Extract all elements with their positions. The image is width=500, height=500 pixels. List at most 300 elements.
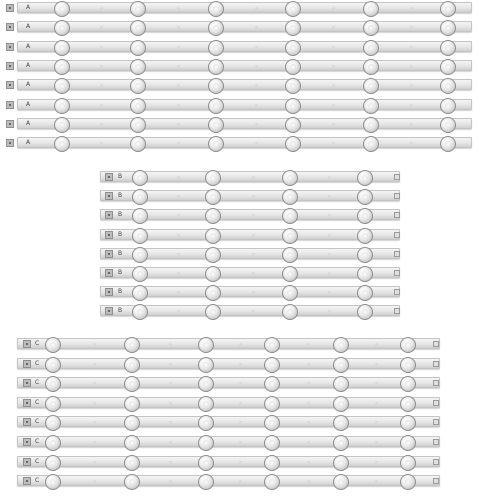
led-lens (54, 136, 70, 152)
mounting-hole (375, 421, 378, 424)
mounting-hole (177, 253, 180, 256)
mounting-hole (255, 123, 258, 126)
mounting-hole (328, 272, 331, 275)
strip-type-mark: B (118, 307, 123, 314)
mounting-hole (177, 123, 180, 126)
led-lens (357, 228, 373, 244)
led-strip (17, 397, 440, 408)
mounting-hole (252, 176, 255, 179)
mounting-hole (169, 402, 172, 405)
strip-type-mark: C (35, 438, 40, 445)
led-lens (357, 189, 373, 205)
led-strip (17, 436, 440, 447)
mounting-hole (255, 7, 258, 10)
end-tab (394, 193, 400, 199)
led-lens (132, 247, 148, 263)
mounting-hole (307, 480, 310, 483)
led-lens (130, 40, 146, 56)
led-lens (45, 337, 61, 353)
led-lens (132, 285, 148, 301)
mounting-hole (239, 421, 242, 424)
led-lens (285, 59, 301, 75)
led-lens (45, 376, 61, 392)
connector (105, 288, 113, 296)
mounting-hole (410, 7, 413, 10)
led-lens (264, 474, 280, 490)
led-lens (45, 435, 61, 451)
led-lens (333, 337, 349, 353)
strip-type-mark: C (35, 458, 40, 465)
led-lens (363, 40, 379, 56)
mounting-hole (332, 84, 335, 87)
mounting-hole (332, 142, 335, 145)
mounting-hole (328, 195, 331, 198)
led-lens (130, 59, 146, 75)
led-lens (400, 337, 416, 353)
mounting-hole (252, 291, 255, 294)
strip-type-mark: B (118, 250, 123, 257)
led-lens (440, 98, 456, 114)
connector (105, 269, 113, 277)
led-lens (208, 59, 224, 75)
end-tab (394, 212, 400, 218)
led-lens (264, 376, 280, 392)
strip-type-mark: B (118, 211, 123, 218)
end-tab (394, 270, 400, 276)
mounting-hole (93, 441, 96, 444)
led-lens (357, 285, 373, 301)
led-lens (205, 285, 221, 301)
mounting-hole (375, 461, 378, 464)
led-strip (17, 475, 440, 486)
strip-type-mark: B (118, 288, 123, 295)
connector (105, 192, 113, 200)
led-lens (208, 78, 224, 94)
led-lens (285, 78, 301, 94)
led-lens (198, 376, 214, 392)
mounting-hole (93, 480, 96, 483)
mounting-hole (169, 363, 172, 366)
strip-type-mark: C (35, 399, 40, 406)
mounting-hole (410, 104, 413, 107)
led-lens (124, 396, 140, 412)
led-lens (357, 304, 373, 320)
mounting-hole (255, 65, 258, 68)
mounting-hole (177, 65, 180, 68)
led-lens (333, 455, 349, 471)
led-strip (17, 79, 472, 90)
led-lens (282, 189, 298, 205)
mounting-hole (332, 65, 335, 68)
led-lens (400, 435, 416, 451)
mounting-hole (252, 253, 255, 256)
led-lens (198, 396, 214, 412)
led-lens (54, 20, 70, 36)
mounting-hole (255, 142, 258, 145)
end-tab (433, 400, 439, 406)
led-lens (205, 247, 221, 263)
led-lens (198, 357, 214, 373)
mounting-hole (410, 26, 413, 29)
mounting-hole (177, 195, 180, 198)
strip-type-mark: B (118, 192, 123, 199)
mounting-hole (239, 480, 242, 483)
strip-type-mark: C (35, 360, 40, 367)
led-lens (198, 455, 214, 471)
mounting-hole (177, 142, 180, 145)
led-strip (100, 286, 400, 297)
mounting-hole (239, 402, 242, 405)
mounting-hole (177, 26, 180, 29)
led-lens (282, 304, 298, 320)
end-tab (433, 380, 439, 386)
led-lens (54, 78, 70, 94)
connector (6, 62, 14, 70)
led-lens (357, 170, 373, 186)
led-lens (130, 117, 146, 133)
led-lens (130, 1, 146, 17)
mounting-hole (375, 343, 378, 346)
led-lens (198, 337, 214, 353)
led-lens (440, 20, 456, 36)
end-tab (394, 174, 400, 180)
strip-type-mark: A (26, 139, 31, 146)
mounting-hole (410, 65, 413, 68)
strip-type-mark: A (26, 81, 31, 88)
strip-type-mark: B (118, 231, 123, 238)
mounting-hole (252, 214, 255, 217)
led-lens (208, 98, 224, 114)
led-strip (17, 456, 440, 467)
led-lens (45, 455, 61, 471)
led-lens (45, 415, 61, 431)
mounting-hole (100, 142, 103, 145)
mounting-hole (177, 104, 180, 107)
end-tab (433, 439, 439, 445)
connector (6, 101, 14, 109)
mounting-hole (169, 461, 172, 464)
led-lens (208, 40, 224, 56)
connector (6, 23, 14, 31)
mounting-hole (100, 104, 103, 107)
led-strip (17, 118, 472, 129)
led-lens (264, 415, 280, 431)
led-lens (363, 117, 379, 133)
strip-type-mark: A (26, 4, 31, 11)
led-lens (132, 228, 148, 244)
mounting-hole (239, 343, 242, 346)
led-strip (17, 358, 440, 369)
led-lens (264, 396, 280, 412)
mounting-hole (255, 46, 258, 49)
led-lens (198, 435, 214, 451)
mounting-hole (307, 461, 310, 464)
led-lens (132, 189, 148, 205)
led-lens (130, 98, 146, 114)
led-lens (363, 59, 379, 75)
mounting-hole (93, 402, 96, 405)
connector (6, 139, 14, 147)
led-lens (333, 435, 349, 451)
mounting-hole (93, 363, 96, 366)
led-lens (132, 208, 148, 224)
mounting-hole (307, 421, 310, 424)
led-lens (124, 357, 140, 373)
led-lens (333, 376, 349, 392)
strip-type-mark: A (26, 62, 31, 69)
end-tab (433, 478, 439, 484)
led-lens (282, 266, 298, 282)
led-lens (208, 20, 224, 36)
connector (23, 418, 31, 426)
mounting-hole (93, 421, 96, 424)
mounting-hole (375, 480, 378, 483)
mounting-hole (169, 480, 172, 483)
mounting-hole (375, 441, 378, 444)
mounting-hole (169, 343, 172, 346)
mounting-hole (307, 402, 310, 405)
connector (105, 211, 113, 219)
led-lens (130, 136, 146, 152)
connector (6, 120, 14, 128)
led-strip (100, 171, 400, 182)
strip-type-mark: C (35, 477, 40, 484)
mounting-hole (307, 441, 310, 444)
connector (6, 4, 14, 12)
connector (23, 477, 31, 485)
led-lens (198, 474, 214, 490)
mounting-hole (177, 310, 180, 313)
end-tab (394, 289, 400, 295)
led-lens (363, 98, 379, 114)
mounting-hole (410, 84, 413, 87)
led-strip (100, 209, 400, 220)
led-lens (54, 1, 70, 17)
led-lens (333, 415, 349, 431)
led-lens (208, 117, 224, 133)
mounting-hole (252, 234, 255, 237)
led-lens (264, 337, 280, 353)
led-strip (17, 60, 472, 71)
led-lens (54, 98, 70, 114)
led-strip (17, 21, 472, 32)
mounting-hole (328, 253, 331, 256)
led-lens (264, 357, 280, 373)
led-lens (132, 266, 148, 282)
led-lens (440, 1, 456, 17)
mounting-hole (239, 461, 242, 464)
led-lens (400, 474, 416, 490)
connector (23, 458, 31, 466)
led-lens (205, 266, 221, 282)
led-lens (285, 117, 301, 133)
led-lens (357, 247, 373, 263)
led-lens (333, 357, 349, 373)
mounting-hole (328, 234, 331, 237)
led-lens (45, 357, 61, 373)
mounting-hole (332, 123, 335, 126)
mounting-hole (100, 84, 103, 87)
strip-type-mark: C (35, 418, 40, 425)
led-lens (282, 285, 298, 301)
strip-type-mark: B (118, 173, 123, 180)
led-strip (17, 41, 472, 52)
mounting-hole (307, 343, 310, 346)
led-lens (440, 78, 456, 94)
strip-type-mark: A (26, 43, 31, 50)
led-strip (100, 248, 400, 259)
led-lens (357, 266, 373, 282)
mounting-hole (332, 104, 335, 107)
connector (23, 438, 31, 446)
connector (23, 379, 31, 387)
end-tab (394, 251, 400, 257)
led-strip (100, 267, 400, 278)
led-lens (285, 40, 301, 56)
mounting-hole (328, 176, 331, 179)
mounting-hole (169, 382, 172, 385)
connector (105, 231, 113, 239)
led-lens (282, 170, 298, 186)
mounting-hole (100, 46, 103, 49)
led-lens (124, 376, 140, 392)
led-strip (100, 305, 400, 316)
strip-type-mark: A (26, 120, 31, 127)
led-lens (124, 415, 140, 431)
led-lens (54, 117, 70, 133)
mounting-hole (239, 363, 242, 366)
mounting-hole (255, 104, 258, 107)
led-lens (130, 20, 146, 36)
mounting-hole (100, 65, 103, 68)
mounting-hole (100, 123, 103, 126)
end-tab (433, 419, 439, 425)
mounting-hole (307, 382, 310, 385)
mounting-hole (328, 291, 331, 294)
led-lens (54, 59, 70, 75)
led-lens (205, 189, 221, 205)
mounting-hole (177, 272, 180, 275)
led-lens (198, 415, 214, 431)
led-strip (17, 416, 440, 427)
led-lens (285, 20, 301, 36)
mounting-hole (169, 421, 172, 424)
mounting-hole (332, 26, 335, 29)
led-lens (333, 474, 349, 490)
end-tab (433, 361, 439, 367)
led-lens (205, 208, 221, 224)
mounting-hole (375, 363, 378, 366)
strip-type-mark: C (35, 379, 40, 386)
led-lens (400, 396, 416, 412)
led-lens (285, 98, 301, 114)
mounting-hole (252, 310, 255, 313)
mounting-hole (332, 46, 335, 49)
led-strip (17, 377, 440, 388)
led-lens (333, 396, 349, 412)
end-tab (394, 232, 400, 238)
end-tab (433, 341, 439, 347)
led-strip (100, 190, 400, 201)
led-lens (363, 1, 379, 17)
mounting-hole (239, 441, 242, 444)
led-lens (205, 228, 221, 244)
led-lens (130, 78, 146, 94)
mounting-hole (169, 441, 172, 444)
led-lens (440, 136, 456, 152)
connector (6, 81, 14, 89)
led-lens (400, 455, 416, 471)
led-lens (205, 170, 221, 186)
mounting-hole (252, 195, 255, 198)
mounting-hole (177, 46, 180, 49)
strip-type-mark: C (35, 340, 40, 347)
connector (23, 399, 31, 407)
mounting-hole (177, 84, 180, 87)
connector (105, 307, 113, 315)
led-lens (124, 337, 140, 353)
mounting-hole (328, 310, 331, 313)
connector (6, 43, 14, 51)
led-lens (205, 304, 221, 320)
connector (105, 250, 113, 258)
led-lens (208, 136, 224, 152)
led-lens (208, 1, 224, 17)
led-lens (132, 170, 148, 186)
strip-type-mark: B (118, 269, 123, 276)
led-lens (400, 357, 416, 373)
connector (23, 340, 31, 348)
mounting-hole (177, 214, 180, 217)
mounting-hole (100, 7, 103, 10)
led-lens (132, 304, 148, 320)
led-strip (100, 229, 400, 240)
end-tab (394, 308, 400, 314)
led-lens (400, 376, 416, 392)
led-lens (54, 40, 70, 56)
led-lens (440, 40, 456, 56)
mounting-hole (328, 214, 331, 217)
mounting-hole (177, 7, 180, 10)
led-lens (440, 117, 456, 133)
led-lens (264, 455, 280, 471)
mounting-hole (177, 176, 180, 179)
led-strip (17, 99, 472, 110)
led-lens (264, 435, 280, 451)
led-strip (17, 137, 472, 148)
led-lens (45, 474, 61, 490)
led-lens (363, 20, 379, 36)
end-tab (433, 459, 439, 465)
mounting-hole (375, 402, 378, 405)
mounting-hole (410, 142, 413, 145)
led-lens (285, 1, 301, 17)
mounting-hole (255, 84, 258, 87)
mounting-hole (93, 382, 96, 385)
led-lens (400, 415, 416, 431)
led-lens (440, 59, 456, 75)
led-lens (282, 228, 298, 244)
mounting-hole (410, 123, 413, 126)
mounting-hole (255, 26, 258, 29)
led-lens (45, 396, 61, 412)
strip-type-mark: A (26, 23, 31, 30)
strip-type-mark: A (26, 101, 31, 108)
connector (105, 173, 113, 181)
led-lens (357, 208, 373, 224)
mounting-hole (307, 363, 310, 366)
mounting-hole (332, 7, 335, 10)
